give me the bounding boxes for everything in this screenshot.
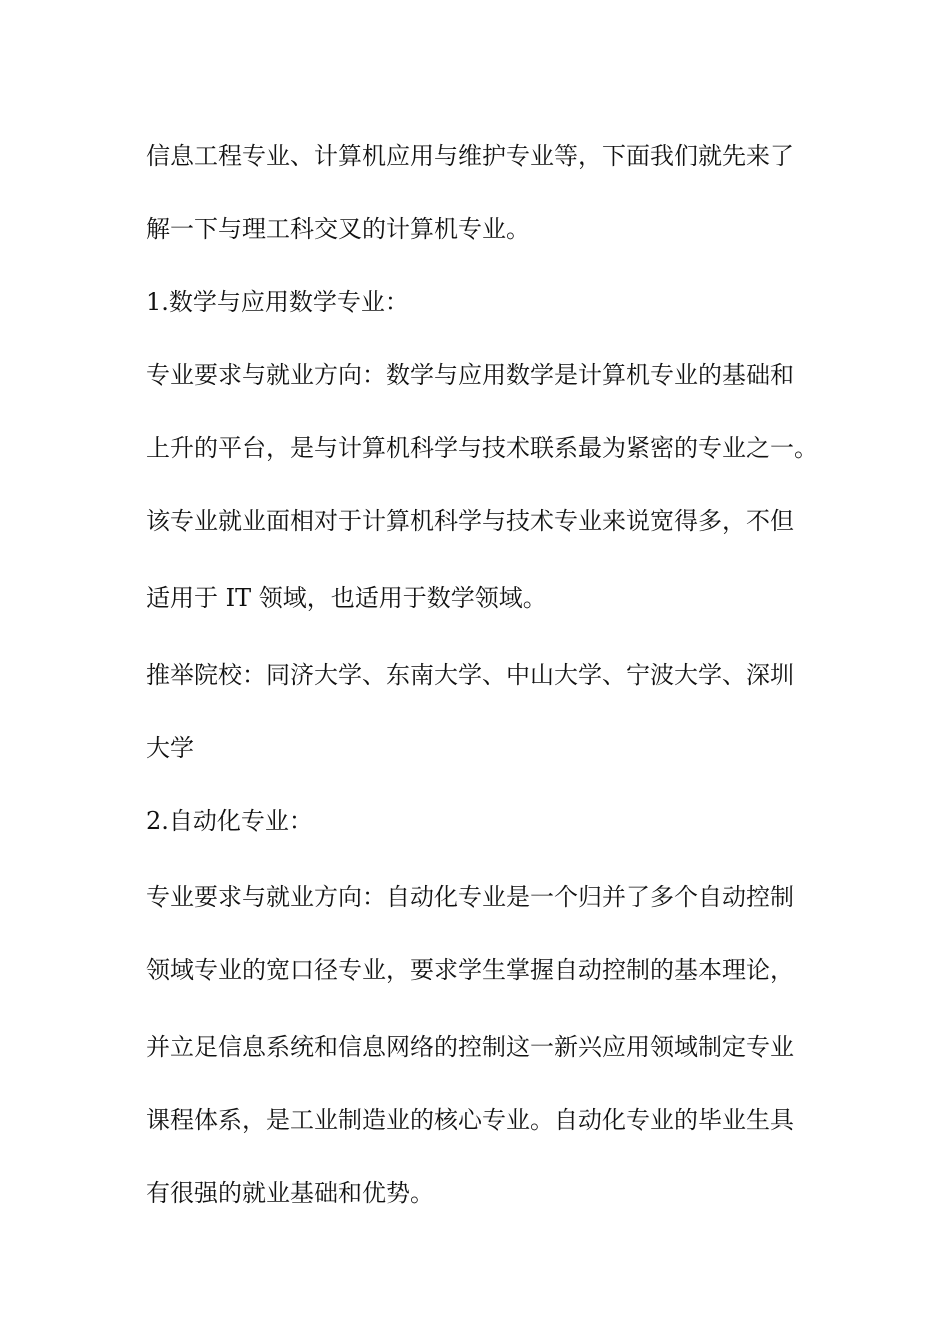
- paragraph-line: 课程体系，是工业制造业的核心专业。自动化专业的毕业生具: [146, 1106, 794, 1134]
- paragraph-line: 有很强的就业基础和优势。: [146, 1179, 434, 1207]
- paragraph-line: 信息工程专业、计算机应用与维护专业等，下面我们就先来了: [146, 142, 794, 170]
- paragraph-line: 解一下与理工科交叉的计算机专业。: [146, 215, 530, 243]
- paragraph-line: 推举院校：同济大学、东南大学、中山大学、宁波大学、深圳: [146, 661, 794, 689]
- paragraph-line: 领域专业的宽口径专业，要求学生掌握自动控制的基本理论，: [146, 956, 794, 984]
- paragraph-line: 专业要求与就业方向：自动化专业是一个归并了多个自动控制: [146, 883, 794, 911]
- section-heading: 2.自动化专业：: [146, 807, 313, 835]
- paragraph-line: 上升的平台，是与计算机科学与技术联系最为紧密的专业之一。: [146, 434, 818, 462]
- paragraph-line: 并立足信息系统和信息网络的控制这一新兴应用领域制定专业: [146, 1033, 794, 1061]
- section-heading: 1.数学与应用数学专业：: [146, 288, 409, 316]
- paragraph-line: 该专业就业面相对于计算机科学与技术专业来说宽得多，不但: [146, 507, 794, 535]
- paragraph-line: 大学: [146, 734, 194, 762]
- paragraph-line: 适用于 IT 领域，也适用于数学领域。: [146, 584, 547, 612]
- paragraph-line: 专业要求与就业方向：数学与应用数学是计算机专业的基础和: [146, 361, 794, 389]
